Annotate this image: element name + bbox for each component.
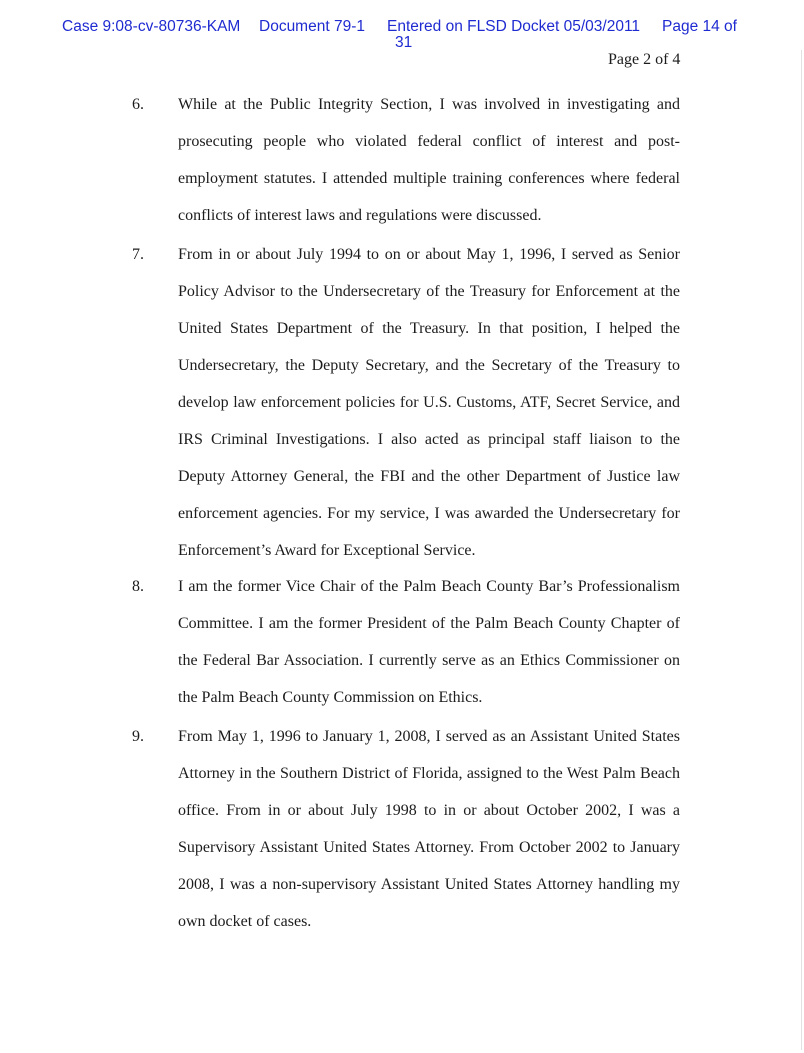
text-line: Enforcement’s Award for Exceptional Service.: [178, 542, 476, 559]
text-line: Attorney in the Southern District of Florida, assigned to the West Palm Beach: [178, 765, 680, 782]
page-edge-line: [801, 50, 802, 1050]
text-line: prosecuting people who violated federal conflict of interest and post-: [178, 133, 680, 150]
paragraph-number: 8.: [132, 578, 144, 595]
text-line: enforcement agencies. For my service, I was awarded the Undersecretary for: [178, 505, 680, 522]
text-line: From May 1, 1996 to January 1, 2008, I served as an Assistant United States: [178, 728, 680, 745]
text-line: Policy Advisor to the Undersecretary of the Treasury for Enforcement at the: [178, 283, 680, 300]
text-line: IRS Criminal Investigations. I also acted as principal staff liaison to the: [178, 431, 680, 448]
text-line: While at the Public Integrity Section, I was involved in investigating and: [178, 96, 680, 113]
paragraph-number: 6.: [132, 96, 144, 113]
text-line: Committee. I am the former President of the Palm Beach County Chapter of: [178, 615, 680, 632]
text-line: office. From in or about July 1998 to in or about October 2002, I was a: [178, 802, 680, 819]
text-line: 2008, I was a non-supervisory Assistant United States Attorney handling my: [178, 876, 680, 893]
page-number-label: Page 2 of 4: [608, 51, 681, 68]
text-line: the Federal Bar Association. I currently serve as an Ethics Commissioner on: [178, 652, 680, 669]
text-line: Deputy Attorney General, the FBI and the other Department of Justice law: [178, 468, 680, 485]
stamp-docket-entry: Entered on FLSD Docket 05/03/2011: [387, 18, 641, 35]
stamp-document-number: Document 79-1: [259, 18, 365, 35]
text-line: I am the former Vice Chair of the Palm Beach County Bar’s Professionalism: [178, 578, 680, 595]
stamp-case-number: Case 9:08-cv-80736-KAM: [62, 18, 241, 35]
text-line: From in or about July 1994 to on or about May 1, 1996, I served as Senior: [178, 246, 680, 263]
paragraph-text: [178, 728, 680, 950]
stamp-page-of: Page 14 of: [662, 18, 737, 35]
text-line: own docket of cases.: [178, 913, 312, 930]
paragraph-text: [178, 96, 680, 244]
paragraph-text: [178, 578, 680, 726]
paragraph-text: [178, 246, 680, 579]
paragraph-number: 9.: [132, 728, 144, 745]
text-line: employment statutes. I attended multiple training conferences where federal: [178, 170, 680, 187]
text-line: conflicts of interest laws and regulations were discussed.: [178, 207, 542, 224]
text-line: United States Department of the Treasury. In that position, I helped the: [178, 320, 680, 337]
text-line: the Palm Beach County Commission on Ethics.: [178, 689, 483, 706]
stamp-page-total: 31: [395, 34, 413, 51]
text-line: Supervisory Assistant United States Attorney. From October 2002 to January: [178, 839, 680, 856]
text-line: develop law enforcement policies for U.S. Customs, ATF, Secret Service, and: [178, 394, 680, 411]
text-line: Undersecretary, the Deputy Secretary, and the Secretary of the Treasury to: [178, 357, 680, 374]
paragraph-number: 7.: [132, 246, 144, 263]
